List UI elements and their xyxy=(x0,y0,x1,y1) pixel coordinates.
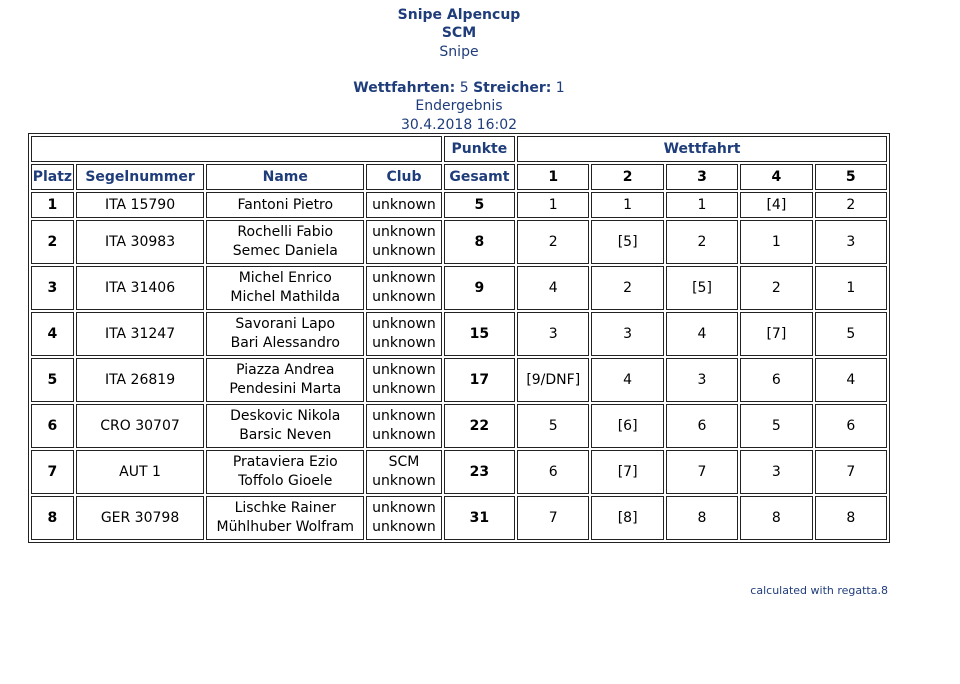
table-row xyxy=(31,358,887,402)
club-cell xyxy=(366,358,441,402)
total-points-cell: 17 xyxy=(444,358,515,402)
crew-name: Barsic Neven xyxy=(239,427,332,443)
sail-number-cell: GER 30798 xyxy=(76,496,204,540)
race-5-score-cell: 4 xyxy=(815,358,887,402)
race-5-score-cell: 1 xyxy=(815,266,887,310)
crew-name: Lischke Rainer xyxy=(234,500,336,516)
club-cell xyxy=(366,404,441,448)
race-2-score-cell: 2 xyxy=(591,266,663,310)
sail-number-cell: ITA 31247 xyxy=(76,312,204,356)
crew-name: Deskovic Nikola xyxy=(230,408,341,424)
total-points-cell: 22 xyxy=(444,404,515,448)
total-points-cell: 9 xyxy=(444,266,515,310)
crew-name: Pendesini Marta xyxy=(229,381,342,397)
table-row xyxy=(31,220,887,264)
race-1-score-cell: 5 xyxy=(517,404,589,448)
table-row xyxy=(31,404,887,448)
race-2-score-cell: [6] xyxy=(591,404,663,448)
crew-club: unknown xyxy=(372,381,436,397)
crew-club: unknown xyxy=(372,289,436,305)
race-2-score-cell: [8] xyxy=(591,496,663,540)
sail-number-cell: AUT 1 xyxy=(76,450,204,494)
race-5-score-cell: 3 xyxy=(815,220,887,264)
total-points-cell: 23 xyxy=(444,450,515,494)
name-cell xyxy=(206,312,364,356)
sail-number-cell: ITA 15790 xyxy=(76,192,204,218)
rank-header: Platz xyxy=(31,164,74,190)
discards-label: Streicher: xyxy=(473,80,552,96)
sail-header: Segelnummer xyxy=(76,164,204,190)
crew-club: unknown xyxy=(372,270,436,286)
race-3-score-cell: [5] xyxy=(666,266,738,310)
club-cell xyxy=(366,496,441,540)
race-5-score-cell: 2 xyxy=(815,192,887,218)
crew-name: Michel Enrico xyxy=(238,270,332,286)
sail-number-cell: ITA 26819 xyxy=(76,358,204,402)
organizing-club: SCM xyxy=(441,25,477,41)
races-summary xyxy=(0,79,918,97)
crew-name: Bari Alessandro xyxy=(230,335,340,351)
rank-cell: 7 xyxy=(31,450,74,494)
race-5-score-cell: 8 xyxy=(815,496,887,540)
total-points-cell: 15 xyxy=(444,312,515,356)
crew-name: Mühlhuber Wolfram xyxy=(216,519,355,535)
race-1-score-cell: 2 xyxy=(517,220,589,264)
rank-cell: 6 xyxy=(31,404,74,448)
race-4-score-cell: 6 xyxy=(740,358,812,402)
crew-name: Savorani Lapo xyxy=(235,316,336,332)
race-header-2: 2 xyxy=(591,164,663,190)
crew-name: Toffolo Gioele xyxy=(238,473,333,489)
club-cell xyxy=(366,450,441,494)
results-table xyxy=(28,133,890,543)
race-1-score-cell: 4 xyxy=(517,266,589,310)
race-1-score-cell: 1 xyxy=(517,192,589,218)
race-3-score-cell: 4 xyxy=(666,312,738,356)
club-cell xyxy=(366,266,441,310)
crew-club: unknown xyxy=(372,500,436,516)
race-header-5: 5 xyxy=(815,164,887,190)
race-1-score-cell: 7 xyxy=(517,496,589,540)
race-1-score-cell: 3 xyxy=(517,312,589,356)
rank-cell: 1 xyxy=(31,192,74,218)
table-row xyxy=(31,312,887,356)
race-group-header: Wettfahrt xyxy=(517,136,887,162)
regatta-title: Snipe Alpencup xyxy=(397,7,521,23)
club-header: Club xyxy=(366,164,441,190)
discards-value: 1 xyxy=(555,80,565,96)
race-3-score-cell: 8 xyxy=(666,496,738,540)
sail-number-cell: CRO 30707 xyxy=(76,404,204,448)
race-5-score-cell: 5 xyxy=(815,312,887,356)
rank-cell: 5 xyxy=(31,358,74,402)
crew-club: unknown xyxy=(372,316,436,332)
race-2-score-cell: 1 xyxy=(591,192,663,218)
name-cell xyxy=(206,266,364,310)
total-header: Gesamt xyxy=(444,164,515,190)
name-cell xyxy=(206,404,364,448)
race-4-score-cell: 2 xyxy=(740,266,812,310)
name-cell xyxy=(206,450,364,494)
race-5-score-cell: 6 xyxy=(815,404,887,448)
header-blank xyxy=(31,136,442,162)
name-header: Name xyxy=(206,164,364,190)
race-2-score-cell: 4 xyxy=(591,358,663,402)
rank-cell: 8 xyxy=(31,496,74,540)
race-3-score-cell: 2 xyxy=(666,220,738,264)
club-cell xyxy=(366,220,441,264)
club-cell xyxy=(366,312,441,356)
race-4-score-cell: 8 xyxy=(740,496,812,540)
crew-club: unknown xyxy=(372,224,436,240)
crew-club: unknown xyxy=(372,362,436,378)
crew-club: unknown xyxy=(372,196,436,213)
table-row xyxy=(31,266,887,310)
crew-name: Piazza Andrea xyxy=(236,362,335,378)
name-cell xyxy=(206,496,364,540)
table-row xyxy=(31,496,887,540)
name-cell xyxy=(206,358,364,402)
race-header-3: 3 xyxy=(666,164,738,190)
races-label: Wettfahrten: xyxy=(353,80,456,96)
race-2-score-cell: [7] xyxy=(591,450,663,494)
total-points-cell: 8 xyxy=(444,220,515,264)
race-2-score-cell: [5] xyxy=(591,220,663,264)
rank-cell: 3 xyxy=(31,266,74,310)
crew-name: Michel Mathilda xyxy=(230,289,341,305)
points-group-header: Punkte xyxy=(444,136,515,162)
club-cell xyxy=(366,192,441,218)
race-4-score-cell: 3 xyxy=(740,450,812,494)
crew-name: Rochelli Fabio xyxy=(237,224,334,240)
table-row xyxy=(31,450,887,494)
race-header-4: 4 xyxy=(740,164,812,190)
table-row xyxy=(31,192,887,218)
sail-number-cell: ITA 31406 xyxy=(76,266,204,310)
race-header-1: 1 xyxy=(517,164,589,190)
race-4-score-cell: 1 xyxy=(740,220,812,264)
race-3-score-cell: 3 xyxy=(666,358,738,402)
crew-club: unknown xyxy=(372,427,436,443)
race-3-score-cell: 1 xyxy=(666,192,738,218)
name-cell xyxy=(206,192,364,218)
race-1-score-cell: [9/DNF] xyxy=(517,358,589,402)
footer-credit: calculated with regatta.8 xyxy=(750,584,888,597)
race-4-score-cell: [4] xyxy=(740,192,812,218)
name-cell xyxy=(206,220,364,264)
race-3-score-cell: 6 xyxy=(666,404,738,448)
result-datetime: 30.4.2018 16:02 xyxy=(400,117,518,133)
crew-club: SCM xyxy=(388,454,420,470)
race-1-score-cell: 6 xyxy=(517,450,589,494)
race-5-score-cell: 7 xyxy=(815,450,887,494)
race-3-score-cell: 7 xyxy=(666,450,738,494)
sail-number-cell: ITA 30983 xyxy=(76,220,204,264)
crew-name: Fantoni Pietro xyxy=(237,196,334,213)
rank-cell: 2 xyxy=(31,220,74,264)
races-value: 5 xyxy=(459,80,469,96)
boat-class: Snipe xyxy=(439,44,479,60)
crew-name: Semec Daniela xyxy=(232,243,338,259)
crew-club: unknown xyxy=(372,408,436,424)
race-4-score-cell: 5 xyxy=(740,404,812,448)
crew-name: Prataviera Ezio xyxy=(232,454,338,470)
total-points-cell: 31 xyxy=(444,496,515,540)
rank-cell: 4 xyxy=(31,312,74,356)
crew-club: unknown xyxy=(372,243,436,259)
race-4-score-cell: [7] xyxy=(740,312,812,356)
total-points-cell: 5 xyxy=(444,192,515,218)
crew-club: unknown xyxy=(372,473,436,489)
crew-club: unknown xyxy=(372,335,436,351)
crew-club: unknown xyxy=(372,519,436,535)
result-type: Endergebnis xyxy=(415,98,503,114)
race-2-score-cell: 3 xyxy=(591,312,663,356)
